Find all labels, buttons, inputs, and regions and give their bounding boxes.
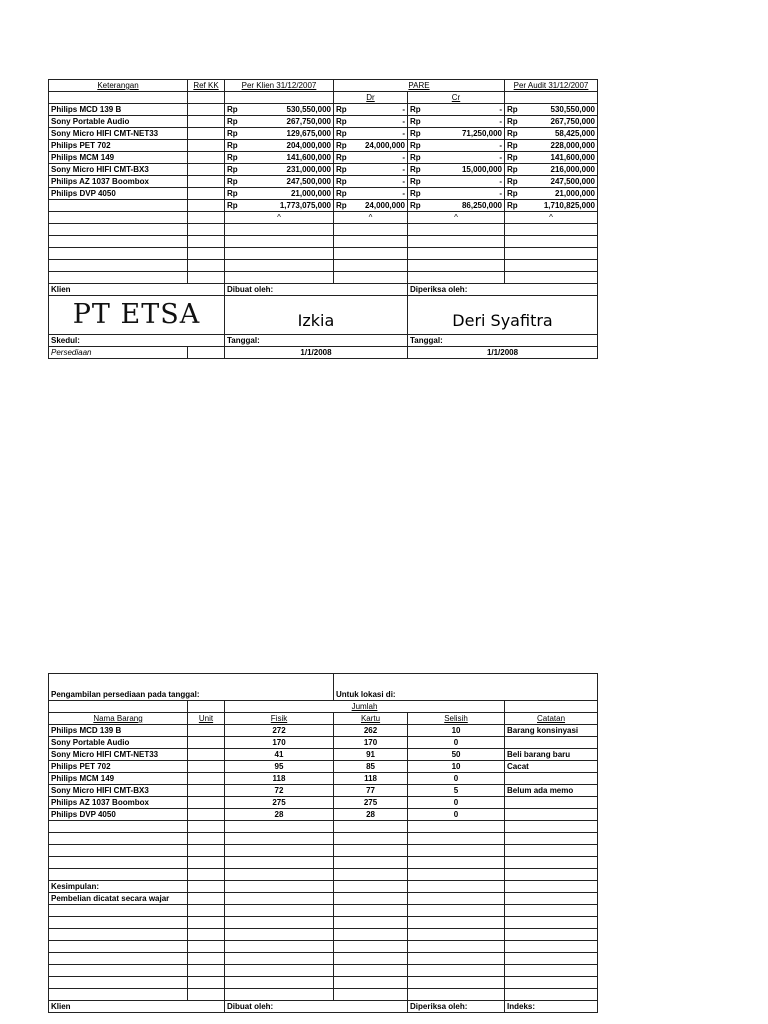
amount-cr: 15,000,000 — [461, 165, 503, 174]
catatan-value — [505, 773, 598, 785]
currency-label: Rp — [507, 201, 518, 210]
currency-label: Rp — [410, 105, 421, 114]
currency-label: Rp — [336, 129, 347, 138]
item-name: Sony Micro HIFI CMT-NET33 — [49, 128, 188, 140]
fisik-value: 275 — [225, 797, 334, 809]
currency-label: Rp — [336, 165, 347, 174]
header-cr: Cr — [408, 92, 505, 104]
blank-row — [49, 977, 598, 989]
selisih-value: 0 — [408, 773, 505, 785]
blank-row — [49, 833, 598, 845]
blank-row — [49, 857, 598, 869]
blank-row — [49, 236, 598, 248]
item-name: Sony Micro HIFI CMT-BX3 — [49, 164, 188, 176]
currency-label: Rp — [336, 201, 347, 210]
tanggal-diperiksa: 1/1/2008 — [408, 347, 598, 359]
amount-audit: 141,600,000 — [550, 153, 596, 162]
kesimpulan-label-row — [49, 881, 598, 893]
amount-klien: 267,750,000 — [286, 117, 331, 126]
item-name: Sony Portable Audio — [49, 116, 188, 128]
fisik-value: 28 — [225, 809, 334, 821]
fisik-value: 95 — [225, 761, 334, 773]
amount-cr: - — [499, 177, 503, 186]
currency-label: Rp — [336, 117, 347, 126]
item-name: Philips MCD 139 B — [49, 725, 188, 737]
header-per-klien: Per Klien 31/12/2007 — [225, 80, 334, 92]
jumlah-row — [49, 701, 598, 713]
currency-label: Rp — [410, 129, 421, 138]
currency-label: Rp — [227, 177, 238, 186]
table-row — [49, 749, 598, 761]
table-row — [49, 104, 598, 116]
item-name: Philips MCM 149 — [49, 152, 188, 164]
currency-label: Rp — [227, 153, 238, 162]
header-row — [49, 80, 598, 92]
table-row — [49, 176, 598, 188]
table-row — [49, 797, 598, 809]
amount-dr: 24,000,000 — [364, 141, 405, 150]
currency-label: Rp — [336, 177, 347, 186]
amount-dr: - — [402, 165, 405, 174]
fisik-value: 41 — [225, 749, 334, 761]
dibuat-signature: Izkia — [225, 296, 408, 335]
blank-row — [49, 224, 598, 236]
diperiksa-signature: Deri Syafitra — [408, 296, 598, 335]
amount-audit: 530,550,000 — [550, 105, 596, 114]
catatan-value: Barang konsinyasi — [505, 725, 598, 737]
item-name: Sony Micro HIFI CMT-NET33 — [49, 749, 188, 761]
blank-row — [49, 953, 598, 965]
tick-mark: ^ — [408, 212, 505, 224]
selisih-value: 5 — [408, 785, 505, 797]
table-row — [49, 737, 598, 749]
table-row — [49, 164, 598, 176]
currency-label: Rp — [410, 177, 421, 186]
stock-footer-row — [49, 1001, 598, 1013]
tanggal-label: Tanggal: — [408, 335, 598, 347]
currency-label: Rp — [507, 129, 518, 138]
total-cr: 86,250,000 — [461, 201, 503, 210]
currency-label: Rp — [227, 129, 238, 138]
kartu-value: 275 — [334, 797, 408, 809]
tanggal-dibuat: 1/1/2008 — [225, 347, 408, 359]
footer-label-row — [49, 284, 598, 296]
total-klien: 1,773,075,000 — [279, 201, 331, 210]
totals-row — [49, 200, 598, 212]
dibuat-label: Dibuat oleh: — [225, 1001, 408, 1013]
table-row — [49, 152, 598, 164]
diperiksa-label: Diperiksa oleh: — [408, 284, 598, 296]
tick-mark: ^ — [505, 212, 598, 224]
header-selisih: Selisih — [408, 713, 505, 725]
currency-label: Rp — [507, 165, 518, 174]
stock-header-row — [49, 713, 598, 725]
currency-label: Rp — [410, 117, 421, 126]
tick-mark: ^ — [225, 212, 334, 224]
blank-row — [49, 821, 598, 833]
amount-dr: - — [402, 129, 405, 138]
header-kartu: Kartu — [334, 713, 408, 725]
kartu-value: 91 — [334, 749, 408, 761]
blank-row — [49, 869, 598, 881]
amount-klien: 247,500,000 — [286, 177, 331, 186]
item-name: Philips MCM 149 — [49, 773, 188, 785]
header-fisik: Fisik — [225, 713, 334, 725]
amount-klien: 21,000,000 — [290, 189, 331, 198]
currency-label: Rp — [507, 153, 518, 162]
item-name: Philips MCD 139 B — [49, 104, 188, 116]
kartu-value: 77 — [334, 785, 408, 797]
amount-klien: 129,675,000 — [286, 129, 331, 138]
blank-row — [49, 272, 598, 284]
item-name: Philips AZ 1037 Boombox — [49, 797, 188, 809]
footer-date-row — [49, 347, 598, 359]
table-row — [49, 128, 598, 140]
item-name: Philips DVP 4050 — [49, 809, 188, 821]
catatan-value — [505, 809, 598, 821]
currency-label: Rp — [410, 141, 421, 150]
amount-cr: - — [499, 189, 503, 198]
stock-title-left: Pengambilan persediaan pada tanggal: — [49, 674, 334, 701]
subheader-row — [49, 92, 598, 104]
stock-title-row — [49, 674, 598, 701]
item-name: Philips DVP 4050 — [49, 188, 188, 200]
currency-label: Rp — [336, 105, 347, 114]
item-name: Philips AZ 1037 Boombox — [49, 176, 188, 188]
amount-audit: 216,000,000 — [550, 165, 596, 174]
amount-klien: 204,000,000 — [286, 141, 331, 150]
catatan-value: Belum ada memo — [505, 785, 598, 797]
currency-label: Rp — [507, 189, 518, 198]
inventory-working-paper-table — [48, 79, 598, 359]
amount-audit: 228,000,000 — [550, 141, 596, 150]
table-row — [49, 188, 598, 200]
item-name: Philips PET 702 — [49, 140, 188, 152]
tick-mark: ^ — [334, 212, 408, 224]
tanggal-label: Tanggal: — [225, 335, 408, 347]
dibuat-label: Dibuat oleh: — [225, 284, 408, 296]
table-row — [49, 809, 598, 821]
currency-label: Rp — [227, 117, 238, 126]
currency-label: Rp — [507, 141, 518, 150]
kartu-value: 262 — [334, 725, 408, 737]
currency-label: Rp — [410, 165, 421, 174]
currency-label: Rp — [507, 105, 518, 114]
selisih-value: 10 — [408, 761, 505, 773]
total-dr: 24,000,000 — [364, 201, 405, 210]
currency-label: Rp — [507, 117, 518, 126]
company-logo: PT ETSA — [49, 296, 225, 335]
stock-title-right: Untuk lokasi di: — [334, 674, 598, 701]
blank-row — [49, 965, 598, 977]
header-dr: Dr — [334, 92, 408, 104]
amount-audit: 247,500,000 — [550, 177, 596, 186]
amount-klien: 141,600,000 — [286, 153, 331, 162]
selisih-value: 50 — [408, 749, 505, 761]
blank-row — [49, 248, 598, 260]
amount-cr: - — [499, 153, 503, 162]
amount-dr: - — [402, 177, 405, 186]
total-audit: 1,710,825,000 — [543, 201, 596, 210]
currency-label: Rp — [227, 141, 238, 150]
header-per-audit: Per Audit 31/12/2007 — [505, 80, 598, 92]
amount-dr: - — [402, 117, 405, 126]
currency-label: Rp — [227, 201, 238, 210]
fisik-value: 170 — [225, 737, 334, 749]
header-nama-barang: Nama Barang — [49, 713, 188, 725]
jumlah-header: Jumlah — [225, 701, 505, 713]
selisih-value: 0 — [408, 737, 505, 749]
currency-label: Rp — [507, 177, 518, 186]
header-keterangan: Keterangan — [49, 80, 188, 92]
item-name: Philips PET 702 — [49, 761, 188, 773]
catatan-value: Beli barang baru — [505, 749, 598, 761]
klien-label: Klien — [49, 284, 225, 296]
amount-klien: 530,550,000 — [286, 105, 331, 114]
kartu-value: 85 — [334, 761, 408, 773]
table-row — [49, 773, 598, 785]
klien-label: Klien — [49, 1001, 225, 1013]
catatan-value: Cacat — [505, 761, 598, 773]
amount-cr: - — [499, 141, 503, 150]
diperiksa-label: Diperiksa oleh: — [408, 1001, 505, 1013]
table-row — [49, 116, 598, 128]
table-row — [49, 140, 598, 152]
amount-dr: - — [402, 105, 405, 114]
blank-row — [49, 989, 598, 1001]
currency-label: Rp — [410, 153, 421, 162]
item-name: Sony Portable Audio — [49, 737, 188, 749]
amount-cr: - — [499, 117, 503, 126]
table-row — [49, 761, 598, 773]
skedul-value: Persediaan — [49, 347, 188, 359]
kesimpulan-text: Pembelian dicatat secara wajar — [49, 893, 188, 905]
blank-row — [49, 917, 598, 929]
table-row — [49, 785, 598, 797]
header-pare: PARE — [334, 80, 505, 92]
currency-label: Rp — [227, 189, 238, 198]
amount-dr: - — [402, 189, 405, 198]
fisik-value: 272 — [225, 725, 334, 737]
currency-label: Rp — [227, 165, 238, 174]
amount-klien: 231,000,000 — [286, 165, 331, 174]
currency-label: Rp — [336, 153, 347, 162]
stock-count-table — [48, 673, 598, 1013]
signature-row — [49, 296, 598, 335]
blank-row — [49, 929, 598, 941]
catatan-value — [505, 737, 598, 749]
blank-row — [49, 905, 598, 917]
kartu-value: 28 — [334, 809, 408, 821]
header-catatan: Catatan — [505, 713, 598, 725]
currency-label: Rp — [410, 189, 421, 198]
selisih-value: 10 — [408, 725, 505, 737]
amount-cr: - — [499, 105, 503, 114]
selisih-value: 0 — [408, 797, 505, 809]
amount-audit: 267,750,000 — [550, 117, 596, 126]
tick-mark-row — [49, 212, 598, 224]
footer-date-label-row — [49, 335, 598, 347]
indeks-label: Indeks: — [505, 1001, 598, 1013]
currency-label: Rp — [336, 141, 347, 150]
fisik-value: 72 — [225, 785, 334, 797]
catatan-value — [505, 797, 598, 809]
table-row — [49, 725, 598, 737]
kartu-value: 118 — [334, 773, 408, 785]
blank-row — [49, 845, 598, 857]
kesimpulan-text-row — [49, 893, 598, 905]
currency-label: Rp — [336, 189, 347, 198]
currency-label: Rp — [227, 105, 238, 114]
header-unit: Unit — [188, 713, 225, 725]
kesimpulan-label: Kesimpulan: — [49, 881, 188, 893]
amount-cr: 71,250,000 — [461, 129, 503, 138]
skedul-label: Skedul: — [49, 335, 225, 347]
amount-dr: - — [402, 153, 405, 162]
blank-row — [49, 260, 598, 272]
kartu-value: 170 — [334, 737, 408, 749]
amount-audit: 21,000,000 — [554, 189, 596, 198]
header-ref-kk: Ref KK — [188, 80, 225, 92]
amount-audit: 58,425,000 — [554, 129, 596, 138]
currency-label: Rp — [410, 201, 421, 210]
blank-row — [49, 941, 598, 953]
item-name: Sony Micro HIFI CMT-BX3 — [49, 785, 188, 797]
fisik-value: 118 — [225, 773, 334, 785]
selisih-value: 0 — [408, 809, 505, 821]
